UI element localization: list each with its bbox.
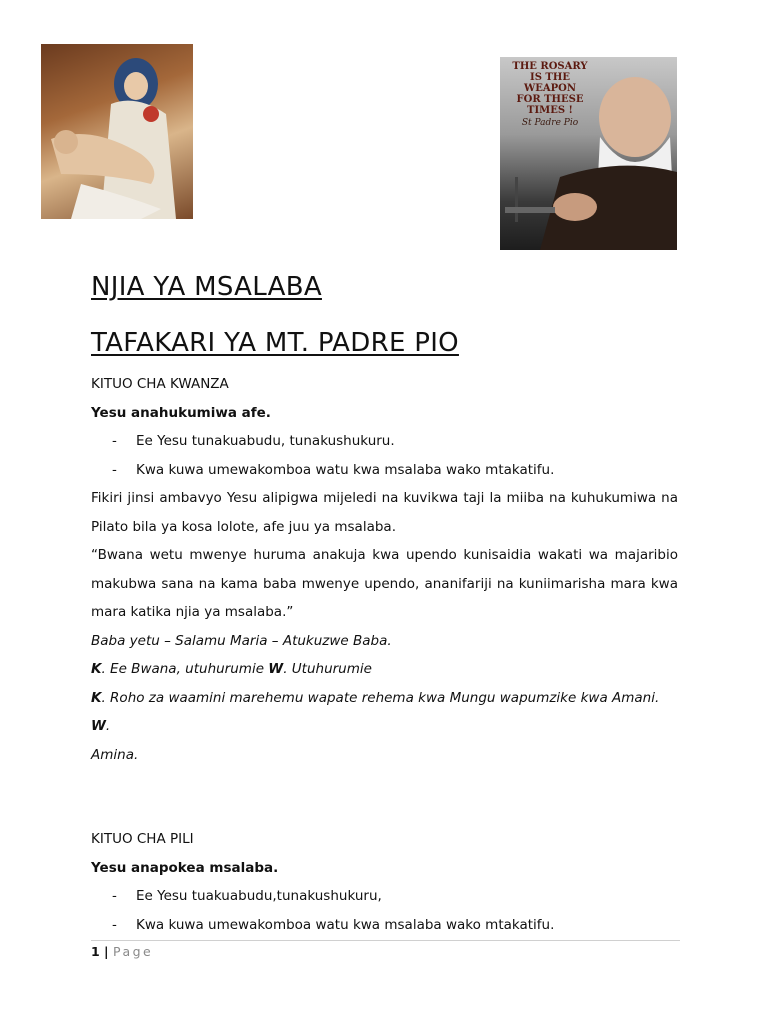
poster-line: TIMES ! <box>527 105 573 116</box>
response-text: . <box>105 718 111 734</box>
main-title: NJIA YA MSALABA <box>91 272 322 302</box>
page-label: Page <box>112 944 154 959</box>
paragraph-line: Fikiri jinsi ambavyo Yesu alipigwa mijeledi na kuvikwa taji la miiba na kuhukumiwa na <box>91 490 678 506</box>
subtitle-title: TAFAKARI YA MT. PADRE PIO <box>91 328 459 358</box>
pieta-image <box>41 44 193 219</box>
pieta-icon <box>41 44 193 219</box>
bullet-item <box>112 456 678 485</box>
spacer <box>91 769 678 825</box>
poster-line: FOR THESE <box>516 94 584 105</box>
paragraph-line: Pilato bila ya kosa lolote, afe juu ya msalaba. <box>91 518 396 535</box>
response-text: . Utuhurumie <box>283 661 372 677</box>
quote-line: “Bwana wetu mwenye huruma anakuja kwa upendo kunisaidia wakati wa majaribio <box>91 547 678 563</box>
bullet-text: Ee Yesu tunakuabudu, tunakushukuru. <box>136 433 395 449</box>
bullet-item <box>112 427 678 456</box>
padre-pio-poster <box>500 57 677 250</box>
bullet-text: Kwa kuwa umewakomboa watu kwa msalaba wako mtakatifu. <box>136 461 555 478</box>
document-body <box>91 270 678 939</box>
poster-line: WEAPON <box>524 83 576 94</box>
response-marker: W <box>268 661 284 677</box>
quote-line: mara katika njia ya msalaba.” <box>91 604 294 620</box>
bullet-dash: - <box>112 916 117 933</box>
poster-caption <box>504 61 596 129</box>
footer-separator: | <box>99 944 113 959</box>
poster-line: THE ROSARY <box>512 61 588 72</box>
leader-marker: K <box>91 661 102 677</box>
quote-line: makubwa sana na kama baba mwenye upendo, ananifariji na kuniimarisha mara kwa <box>91 575 678 592</box>
poster-signature: St Padre Pio <box>521 118 579 128</box>
bullet-dash: - <box>112 888 117 904</box>
response-line-2 <box>91 684 678 741</box>
prayer-line: Baba yetu – Salamu Maria – Atukuzwe Baba. <box>91 632 392 649</box>
amina-line: Amina. <box>91 746 139 763</box>
bullet-dash: - <box>112 461 117 478</box>
leader-text: . Roho za waamini marehemu wapate rehema kwa Mungu wapumzike kwa Amani. <box>101 689 660 706</box>
bullet-text: Kwa kuwa umewakomboa watu kwa msalaba wako mtakatifu. <box>136 916 555 933</box>
poster-line: IS THE <box>530 72 570 83</box>
bullet-dash: - <box>112 433 117 449</box>
bullet-item <box>112 911 678 940</box>
leader-marker: K <box>91 689 102 706</box>
response-marker: W <box>91 718 106 734</box>
response-line-1 <box>91 655 678 684</box>
leader-text: . Ee Bwana, utuhurumie <box>101 661 269 677</box>
station-1-heading: KITUO CHA KWANZA <box>91 376 229 392</box>
page-footer <box>91 940 680 959</box>
station-2-heading: KITUO CHA PILI <box>91 831 194 847</box>
bullet-item <box>112 882 678 911</box>
station-2-subtitle: Yesu anapokea msalaba. <box>91 859 279 876</box>
station-1-subtitle: Yesu anahukumiwa afe. <box>91 404 271 421</box>
bullet-text: Ee Yesu tuakuabudu,tunakushukuru, <box>136 888 382 904</box>
page-number: 1 <box>91 944 100 959</box>
